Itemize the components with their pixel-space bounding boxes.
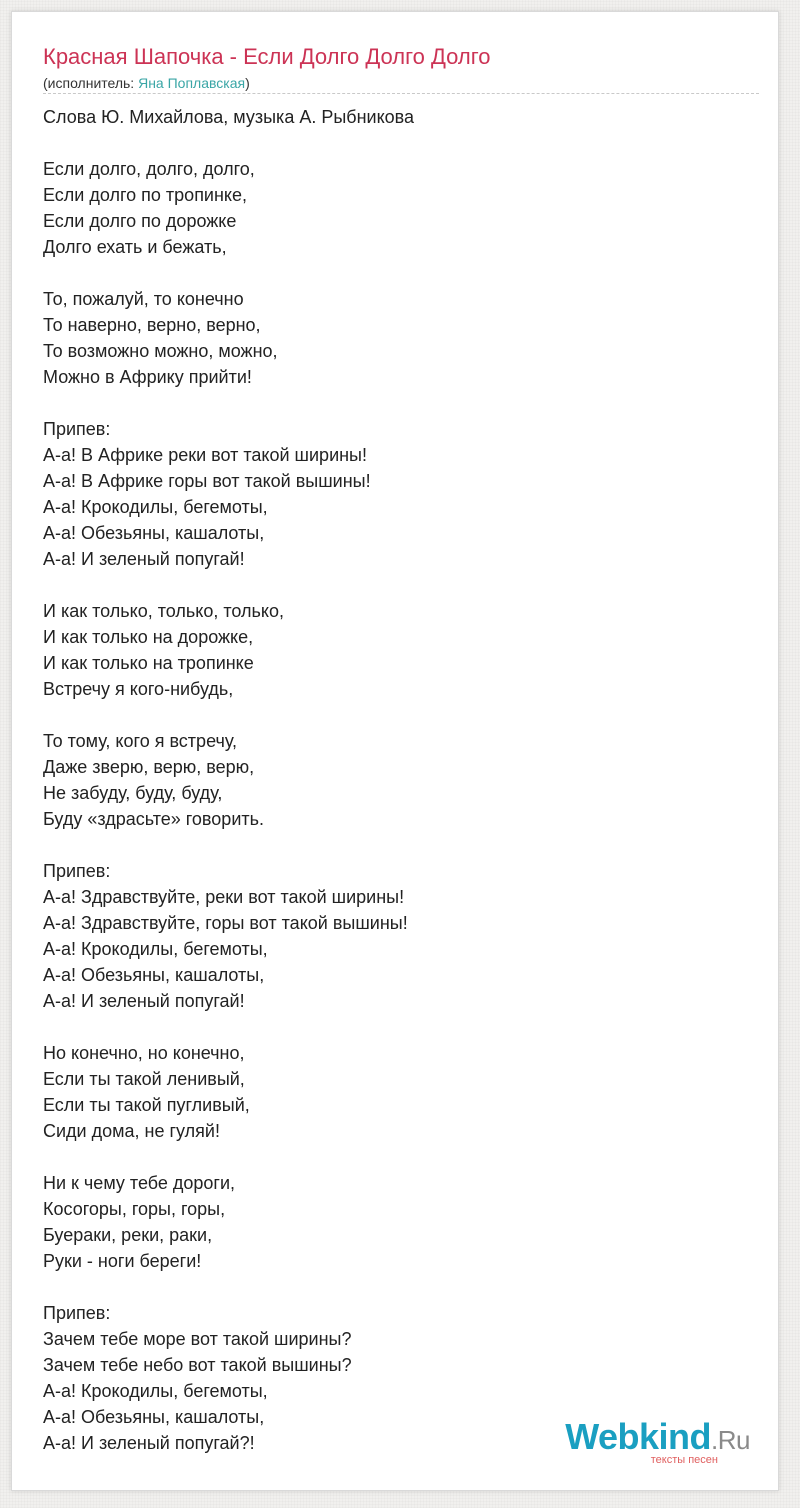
lyric-line: А-а! В Африке горы вот такой вышины!	[43, 471, 371, 491]
lyric-line: И как только на тропинке	[43, 653, 254, 673]
webkind-logo[interactable]	[565, 1416, 750, 1466]
lyric-line: Встречу я кого-нибудь,	[43, 679, 234, 699]
lyric-line: Зачем тебе море вот такой ширины?	[43, 1329, 352, 1349]
lyric-line: И как только, только, только,	[43, 601, 284, 621]
lyrics-page	[11, 11, 779, 1491]
lyric-line: А-а! Здравствуйте, реки вот такой ширины!	[43, 887, 405, 907]
lyric-line: Не забуду, буду, буду,	[43, 783, 223, 803]
lyric-line: А-а! Крокодилы, бегемоты,	[43, 1381, 268, 1401]
lyric-line: И как только на дорожке,	[43, 627, 254, 647]
lyric-line: Долго ехать и бежать,	[43, 237, 227, 257]
lyric-line: Руки - ноги береги!	[43, 1251, 202, 1271]
stanza-gap	[43, 1274, 759, 1300]
lyric-line: А-а! Здравствуйте, горы вот такой вышины!	[43, 913, 408, 933]
lyric-line: Припев:	[43, 419, 111, 439]
lyric-line: А-а! Обезьяны, кашалоты,	[43, 965, 265, 985]
logo-tagline: тексты песен	[650, 1454, 718, 1466]
stanza-gap	[43, 572, 759, 598]
lyric-line: Даже зверю, верю, верю,	[43, 757, 255, 777]
lyric-line: Если долго по дорожке	[43, 211, 237, 231]
logo-tld: .Ru	[711, 1425, 750, 1455]
lyric-line: Если ты такой пугливый,	[43, 1095, 250, 1115]
lyric-line: Слова Ю. Михайлова, музыка А. Рыбникова	[43, 107, 415, 127]
lyric-line: А-а! Крокодилы, бегемоты,	[43, 939, 268, 959]
lyric-line: Зачем тебе небо вот такой вышины?	[43, 1355, 352, 1375]
lyric-line: Буду «здрасьте» говорить.	[43, 809, 264, 829]
stanza-gap	[43, 130, 759, 156]
lyric-line: А-а! Обезьяны, кашалоты,	[43, 523, 265, 543]
lyric-line: Припев:	[43, 1303, 111, 1323]
stanza-gap	[43, 390, 759, 416]
lyric-line: Если ты такой ленивый,	[43, 1069, 245, 1089]
lyrics-text	[43, 104, 759, 1456]
stanza-gap	[43, 1014, 759, 1040]
stanza-gap	[43, 260, 759, 286]
lyric-line: Косогоры, горы, горы,	[43, 1199, 226, 1219]
lyric-line: То, пожалуй, то конечно	[43, 289, 244, 309]
lyric-line: Припев:	[43, 861, 111, 881]
lyric-line: То наверно, верно, верно,	[43, 315, 261, 335]
song-title: Красная Шапочка - Если Долго Долго Долго	[43, 44, 491, 69]
lyric-line: Но конечно, но конечно,	[43, 1043, 245, 1063]
logo-wordmark	[565, 1416, 750, 1458]
lyric-line: А-а! И зеленый попугай!	[43, 549, 245, 569]
header-divider	[43, 93, 759, 94]
lyric-line: То возможно можно, можно,	[43, 341, 278, 361]
artist-line	[43, 74, 250, 92]
stanza-gap	[43, 832, 759, 858]
stanza-gap	[43, 1144, 759, 1170]
artist-prefix: (исполнитель:	[43, 75, 139, 91]
lyric-line: Если долго, долго, долго,	[43, 159, 255, 179]
lyric-line: То тому, кого я встречу,	[43, 731, 238, 751]
lyric-line: А-а! Обезьяны, кашалоты,	[43, 1407, 265, 1427]
stanza-gap	[43, 702, 759, 728]
artist-link[interactable]: Яна Поплавская	[138, 75, 246, 91]
artist-suffix: )	[245, 75, 250, 91]
lyric-line: А-а! И зеленый попугай?!	[43, 1433, 255, 1453]
logo-brand: Webkind	[565, 1416, 712, 1457]
lyric-line: А-а! Крокодилы, бегемоты,	[43, 497, 268, 517]
lyric-line: Можно в Африку прийти!	[43, 367, 252, 387]
lyric-line: А-а! И зеленый попугай!	[43, 991, 245, 1011]
lyric-line: Буераки, реки, раки,	[43, 1225, 213, 1245]
lyric-line: Сиди дома, не гуляй!	[43, 1121, 220, 1141]
lyric-line: Ни к чему тебе дороги,	[43, 1173, 236, 1193]
lyric-line: А-а! В Африке реки вот такой ширины!	[43, 445, 367, 465]
lyric-line: Если долго по тропинке,	[43, 185, 248, 205]
